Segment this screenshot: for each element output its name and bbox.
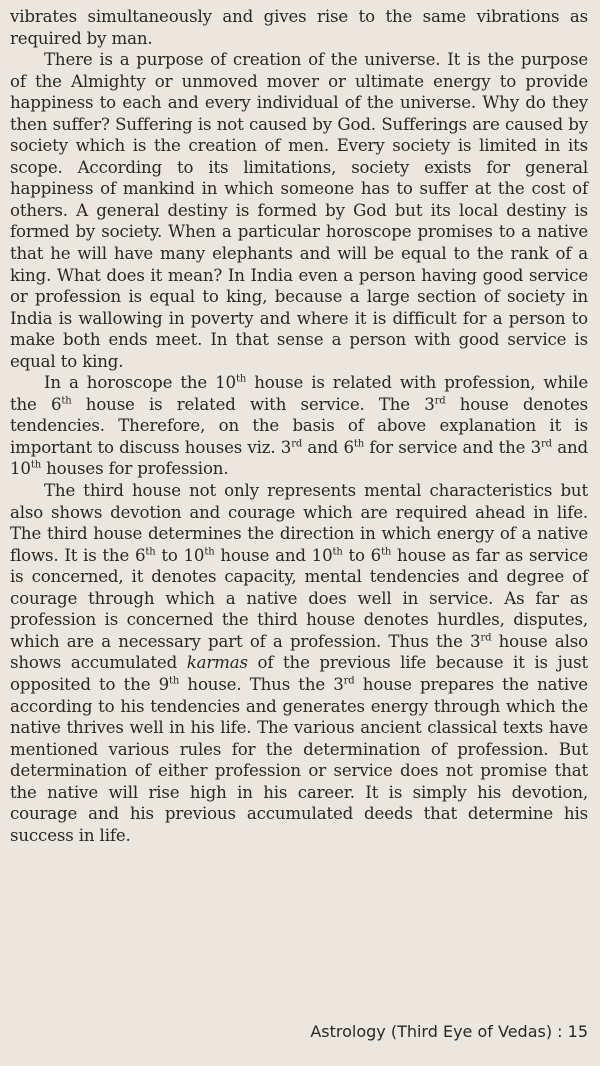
text-run: house is related with profession, while the 6 xyxy=(10,373,588,414)
superscript: th xyxy=(204,546,215,558)
superscript: rd xyxy=(480,632,492,644)
text-run: house and 10 xyxy=(214,545,333,565)
text-run: house is related with service. The 3 xyxy=(71,394,435,414)
superscript: th xyxy=(353,438,365,450)
text-run: for service and the 3 xyxy=(364,437,542,457)
superscript: rd xyxy=(541,438,552,450)
text-run: There is a purpose of creation of the universe. It is the purpose of the Almighty or unmoved mover or ultimate energy to provide happiness to each and every individual of the universe. Why do they then suffer? Suffering is not caused by God. Sufferings are caused by society which is the creation of men. Every society is limited in its scope. According to its limitations, society exists for general happiness of mankind in which someone has to suffer at the cost of others. A general destiny is formed by God but its local destiny is formed by society. When a particular horoscope promises to a native that he will have many elephants and will be equal to the rank of a king. What does it mean? In India even a person having good service or profession is equal to king, because a large section of society in India is wallowing in poverty and where it is difficult for a person to make both ends meet. In that sense a person with good service is equal to king. xyxy=(10,50,588,371)
paragraph xyxy=(10,480,588,846)
text-run: to 6 xyxy=(342,545,382,565)
paragraph xyxy=(10,372,588,480)
italic-term: karmas xyxy=(186,653,248,673)
superscript: th xyxy=(30,459,41,471)
text-run: and 6 xyxy=(302,437,354,457)
text-run: house prepares the native according to his tendencies and generates energy through which the native thrives well in his life. The various ancient classical texts have mentioned various rules for the determination of profession. But determination of either profession or service does not promise that the native will rise high in his career. It is simply his devotion, courage and his previous accumulated deeds that determine his success in life. xyxy=(10,674,588,845)
text-run: and 10 xyxy=(10,437,588,479)
superscript: th xyxy=(169,675,180,687)
superscript: th xyxy=(381,546,392,558)
text-run: house denotes tendencies. Therefore, on the basis of above explanation it is important to discuss houses viz. 3 xyxy=(10,394,588,457)
superscript: rd xyxy=(343,675,355,687)
text-run: house also shows accumulated xyxy=(10,631,588,673)
text-run: vibrates simultaneously and gives rise to the same vibrations as required by man. xyxy=(10,7,588,48)
text-run: house. Thus the 3 xyxy=(179,674,344,694)
text-run: In a horoscope the 10 xyxy=(44,373,236,393)
text-run: of the previous life because it is just opposited to the 9 xyxy=(10,653,588,694)
text-run: house as far as service is concerned, it denotes capacity, mental tendencies and degree of courage through which a native does well in service. As far as profession is concerned the third house denotes hurdles, disputes, which are a necessary part of a profession. Thus the 3 xyxy=(10,545,588,651)
body-text xyxy=(10,6,588,846)
superscript: th xyxy=(61,395,72,407)
text-run: to 10 xyxy=(155,545,205,565)
text-run: The third house not only represents mental characteristics but also shows devotion and courage which are required ahead in life. The third house determines the direction in which energy of a native flows. It is the 6 xyxy=(10,481,588,565)
page-footer: Astrology (Third Eye of Vedas) : 15 xyxy=(310,1022,588,1041)
superscript: th xyxy=(235,373,247,385)
paragraph xyxy=(10,6,588,49)
superscript: th xyxy=(332,546,343,558)
superscript: th xyxy=(145,546,156,558)
text-run: houses for profession. xyxy=(41,459,229,479)
superscript: rd xyxy=(434,395,446,407)
superscript: rd xyxy=(291,438,303,450)
paragraph xyxy=(10,49,588,372)
